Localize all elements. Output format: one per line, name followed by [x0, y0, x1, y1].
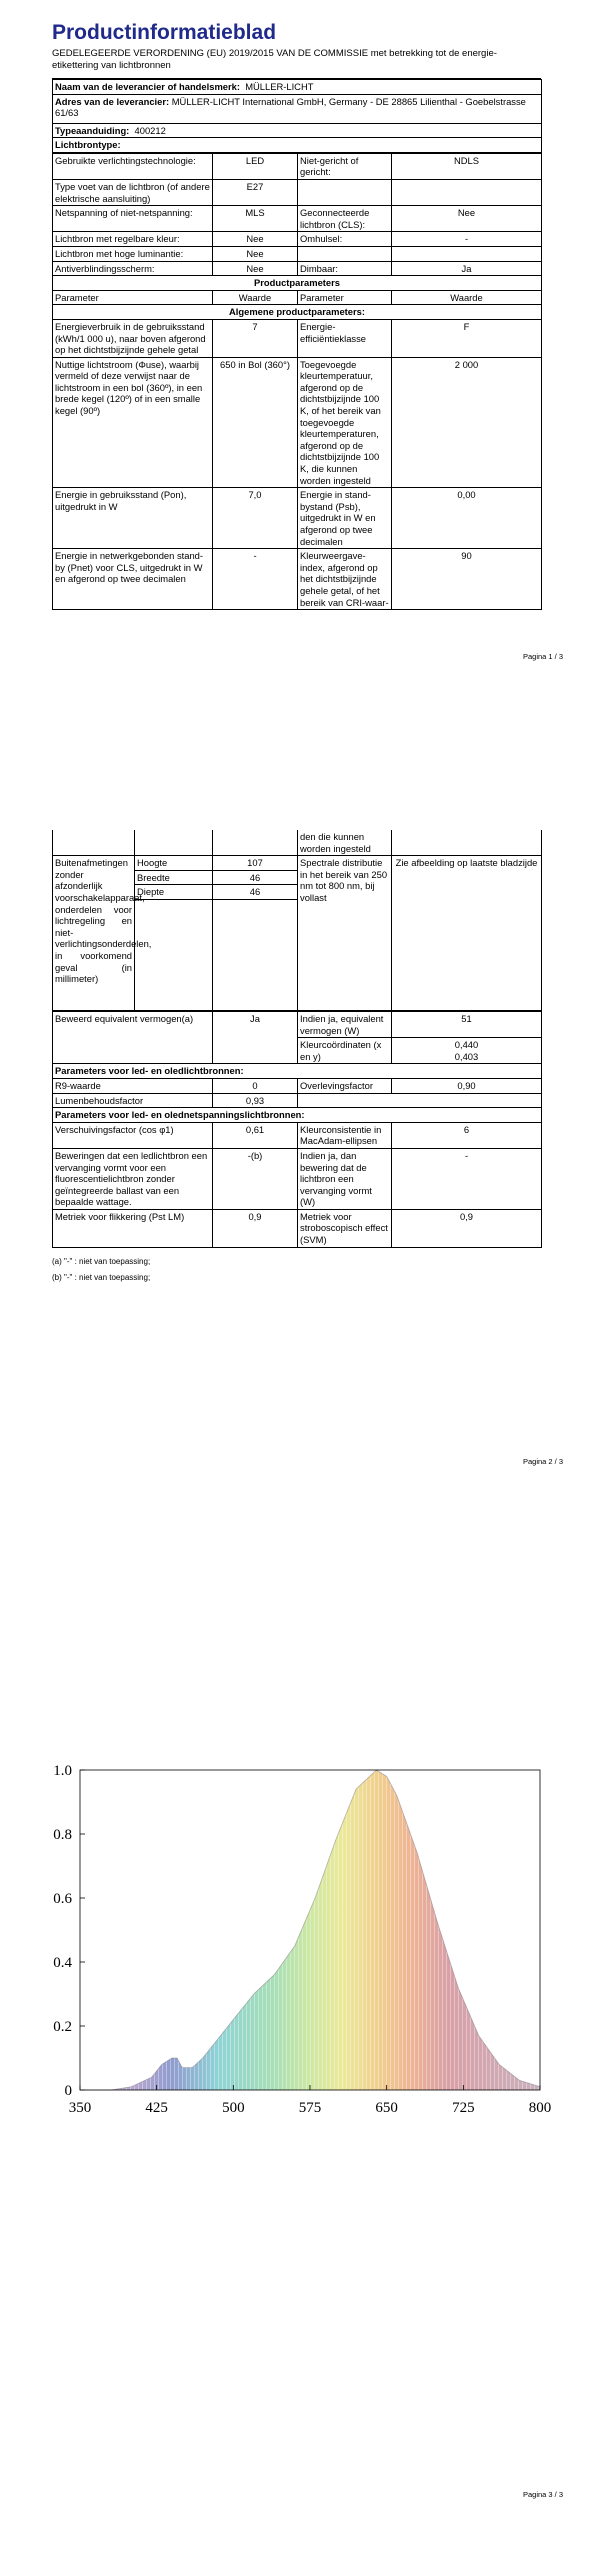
col-param-1: Parameter — [53, 290, 213, 305]
page-number: Pagina 2 / 3 — [522, 1457, 563, 1466]
model-value: 400212 — [134, 124, 166, 136]
general-header-row — [53, 305, 542, 320]
spectral-chart — [30, 1760, 575, 2130]
general-param-row — [53, 488, 542, 549]
x-tick-label: 800 — [528, 2100, 552, 2116]
lighttype-header-row — [53, 138, 542, 153]
lighttype-table — [52, 153, 542, 610]
y-tick-label: 0.6 — [53, 1891, 72, 1907]
spectral-chart-svg — [30, 1760, 575, 2130]
model-row — [53, 123, 542, 138]
param-value: 90 — [392, 549, 542, 610]
page-1-content — [52, 20, 541, 610]
footnotes — [52, 1254, 541, 1286]
footnote-a: (a) "-" : niet van toepassing; — [52, 1256, 151, 1266]
x-tick-label: 575 — [298, 2100, 322, 2116]
equiv-label — [53, 1011, 213, 1063]
chroma-value — [392, 1038, 542, 1064]
page-2 — [0, 830, 603, 1610]
param-label: Omhulsel: — [298, 232, 392, 247]
spectrum-hatch — [80, 1770, 540, 2090]
equiv-label-text: Beweerd equivalent vermogen(a) — [55, 1012, 194, 1024]
phi-row — [53, 1122, 542, 1148]
supplier-table — [52, 79, 542, 153]
lighttype-header: Lichtbrontype: — [53, 138, 542, 153]
equiv-w-value: 51 — [392, 1011, 542, 1037]
param-value: F — [392, 319, 542, 357]
param-value: MLS — [213, 206, 298, 232]
claim-label: Beweringen dat een ledlichtbron een vervanging vormt voor een fluorescentielichtbron zonder geïntegreerde ballast van een bepaalde wattage. — [53, 1148, 213, 1209]
led-header-row — [53, 1064, 542, 1079]
x-tick-label: 350 — [68, 2100, 92, 2116]
param-label: Lichtbron met hoge luminantie: — [53, 246, 213, 261]
macadam-value: 6 — [392, 1122, 542, 1148]
page-number: Pagina 3 / 3 — [522, 2490, 563, 2499]
claim-value: -(b) — [213, 1148, 298, 1209]
param-value — [392, 179, 542, 205]
equiv-w-label: Indien ja, equivalent vermogen (W) — [298, 1011, 392, 1037]
led-header: Parameters voor led- en oledlichtbronnen: — [53, 1064, 542, 1079]
page-2-content — [52, 830, 541, 1286]
continuation-row — [53, 830, 542, 856]
continuation-text: den die kunnen worden ingesteld — [298, 830, 392, 856]
supplier-row — [53, 80, 542, 95]
flicker-label: Metriek voor flikkering (Pst LM) — [53, 1209, 213, 1247]
dim-name: Hoogte — [135, 856, 213, 871]
survival-label: Overlevingsfactor — [298, 1078, 392, 1093]
supplier-value: MÜLLER-LICHT — [245, 81, 314, 92]
param-value: LED — [213, 153, 298, 179]
page-1 — [0, 0, 603, 830]
address-value: MÜLLER-LICHT International GmbH, Germany - DE 28865 Lilienthal - Goebelstrasse 61/63 — [55, 95, 526, 119]
param-label — [298, 179, 392, 205]
flicker-value: 0,9 — [213, 1209, 298, 1247]
param-label: Type voet van de lichtbron (of andere elektrische aansluiting) — [53, 179, 213, 205]
dim-value: 46 — [213, 885, 298, 900]
param-value: E27 — [213, 179, 298, 205]
y-tick-label: 0.2 — [53, 2019, 72, 2035]
param-value: 0,00 — [392, 488, 542, 549]
claim-row — [53, 1148, 542, 1209]
dims-row-height — [53, 856, 542, 871]
address-row — [53, 94, 542, 123]
x-tick-label: 425 — [145, 2100, 168, 2116]
general-header: Algemene productparameters: — [53, 305, 542, 320]
param-label: Lichtbron met regelbare kleur: — [53, 232, 213, 247]
page-number: Pagina 1 / 3 — [522, 652, 563, 661]
dim-value: 46 — [213, 870, 298, 885]
spectral-value: Zie afbeelding op laatste bladzijde — [392, 856, 542, 1011]
phi-value: 0,61 — [213, 1122, 298, 1148]
params-table-2 — [52, 1011, 542, 1248]
y-tick-label: 0.8 — [53, 1827, 72, 1843]
flicker-row — [53, 1209, 542, 1247]
spectral-label: Spectrale distributie in het bereik van 250 nm tot 800 nm, bij vollast — [298, 856, 392, 1011]
macadam-label: Kleurconsistentie in MacAdam-ellipsen — [298, 1122, 392, 1148]
param-value: Nee — [213, 232, 298, 247]
r9-value: 0 — [213, 1078, 298, 1093]
param-label: Energieverbruik in de gebruiksstand (kWh/1 000 u), naar boven afgerond op het dichtstbijzijnde gehele getal — [53, 319, 213, 357]
chroma-x: 0,440 — [454, 1039, 479, 1051]
param-label: Energie in netwerkgebonden stand-by (Pnet) voor CLS, uitgedrukt in W en afgerond op twee decimalen — [53, 549, 213, 610]
param-label: Dimbaar: — [298, 261, 392, 276]
col-value-1: Waarde — [213, 290, 298, 305]
col-value-2: Waarde — [392, 290, 542, 305]
address-label: Adres van de leverancier: — [55, 95, 170, 107]
param-label: Niet-gericht of gericht: — [298, 153, 392, 179]
param-label: Toegevoegde kleurtemperatuur, afgerond op de dichtstbijzijnde 100 K, of het bereik van toegevoegde kleurtemperaturen, afgerond op de dichtstbijzijnde 100 K, die kunnen worden ingesteld — [298, 357, 392, 488]
y-tick-label: 0.4 — [53, 1955, 72, 1971]
general-param-row — [53, 357, 542, 488]
supplier-label: Naam van de leverancier of handelsmerk: — [55, 81, 240, 92]
param-label: Energie-efficiëntieklasse — [298, 319, 392, 357]
param-value: 7,0 — [213, 488, 298, 549]
y-tick-label: 0 — [64, 2083, 72, 2099]
general-param-row — [53, 319, 542, 357]
param-value: 7 — [213, 319, 298, 357]
lighttype-row — [53, 232, 542, 247]
param-value: 650 in Bol (360°) — [213, 357, 298, 488]
y-tick-label: 1.0 — [53, 1763, 72, 1779]
svm-label: Metriek voor stroboscopisch effect (SVM) — [298, 1209, 392, 1247]
dimensions-table — [52, 830, 542, 1011]
param-label: Nuttige lichtstroom (Φuse), waarbij vermeld of deze verwijst naar de lichtstroom in een bol (360º), in een brede kegel (120º) of in een smalle kegel (90º) — [53, 357, 213, 488]
param-label — [298, 246, 392, 261]
param-value: Nee — [392, 206, 542, 232]
lighttype-row — [53, 246, 542, 261]
chroma-label: Kleurcoördinaten (x en y) — [298, 1038, 392, 1064]
lighttype-row — [53, 261, 542, 276]
param-label: Kleurweergave-index, afgerond op het dichtstbijzijnde gehele getal, of het bereik van CRI-waar- — [298, 549, 392, 610]
chroma-y: 0,403 — [454, 1050, 479, 1062]
param-value: NDLS — [392, 153, 542, 179]
r9-row — [53, 1078, 542, 1093]
column-header-row — [53, 290, 542, 305]
lumen-label: Lumenbehoudsfactor — [53, 1093, 213, 1108]
lighttype-row — [53, 179, 542, 205]
param-label: Antiverblindingsscherm: — [53, 261, 213, 276]
param-value: - — [392, 232, 542, 247]
claim2-value: - — [392, 1148, 542, 1209]
equiv-value: Ja — [213, 1011, 298, 1063]
dim-name: Breedte — [135, 870, 213, 885]
param-value: Nee — [213, 246, 298, 261]
lumen-row — [53, 1093, 542, 1108]
survival-value: 0,90 — [392, 1078, 542, 1093]
col-param-2: Parameter — [298, 290, 392, 305]
page-title: Productinformatieblad — [52, 21, 277, 44]
lighttype-row — [53, 153, 542, 179]
footnote-b: (b) "-" : niet van toepassing; — [52, 1272, 151, 1282]
dim-value: 107 — [213, 856, 298, 871]
phi-label: Verschuivingsfactor (cos φ1) — [53, 1122, 213, 1148]
param-label: Geconnecteerde lichtbron (CLS): — [298, 206, 392, 232]
claim2-label: Indien ja, dan bewering dat de lichtbron een vervanging vormt (W) — [298, 1148, 392, 1209]
x-tick-label: 500 — [222, 2100, 245, 2116]
general-param-row — [53, 549, 542, 610]
regulation-intro: GEDELEGEERDE VERORDENING (EU) 2019/2015 VAN DE COMMISSIE met betrekking tot de energie-etikettering van lichtbronnen — [52, 48, 541, 79]
param-value: 2 000 — [392, 357, 542, 488]
param-value: - — [213, 549, 298, 610]
x-tick-label: 650 — [375, 2100, 398, 2116]
dim-name: Diepte — [135, 885, 213, 900]
param-label: Netspanning of niet-netspanning: — [53, 206, 213, 232]
param-label: Energie in stand-bystand (Psb), uitgedrukt in W en afgerond op twee decimalen — [298, 488, 392, 549]
x-tick-label: 725 — [452, 2100, 475, 2116]
mains-header: Parameters voor led- en olednetspanningslichtbronnen: — [53, 1108, 542, 1123]
param-label: Energie in gebruiksstand (Pon), uitgedrukt in W — [53, 488, 213, 549]
lumen-value: 0,93 — [213, 1093, 298, 1108]
productparams-header-row — [53, 276, 542, 291]
param-value — [392, 246, 542, 261]
param-label: Gebruikte verlichtingstechnologie: — [53, 153, 213, 179]
r9-label: R9-waarde — [53, 1078, 213, 1093]
param-value: Ja — [392, 261, 542, 276]
page-3 — [0, 1610, 603, 2560]
param-value: Nee — [213, 261, 298, 276]
equiv-row — [53, 1011, 542, 1037]
dims-label: Buitenafmetingen zonder afzonderlijk voorschakelapparaat, onderdelen voor lichtregeling en niet-verlichtingsonderdelen, in voorkomend geval (in millimeter) — [53, 856, 135, 1011]
mains-header-row — [53, 1108, 542, 1123]
productparams-header: Productparameters — [53, 276, 542, 291]
lighttype-row — [53, 206, 542, 232]
svm-value: 0,9 — [392, 1209, 542, 1247]
model-label: Typeaanduiding: — [55, 124, 130, 136]
